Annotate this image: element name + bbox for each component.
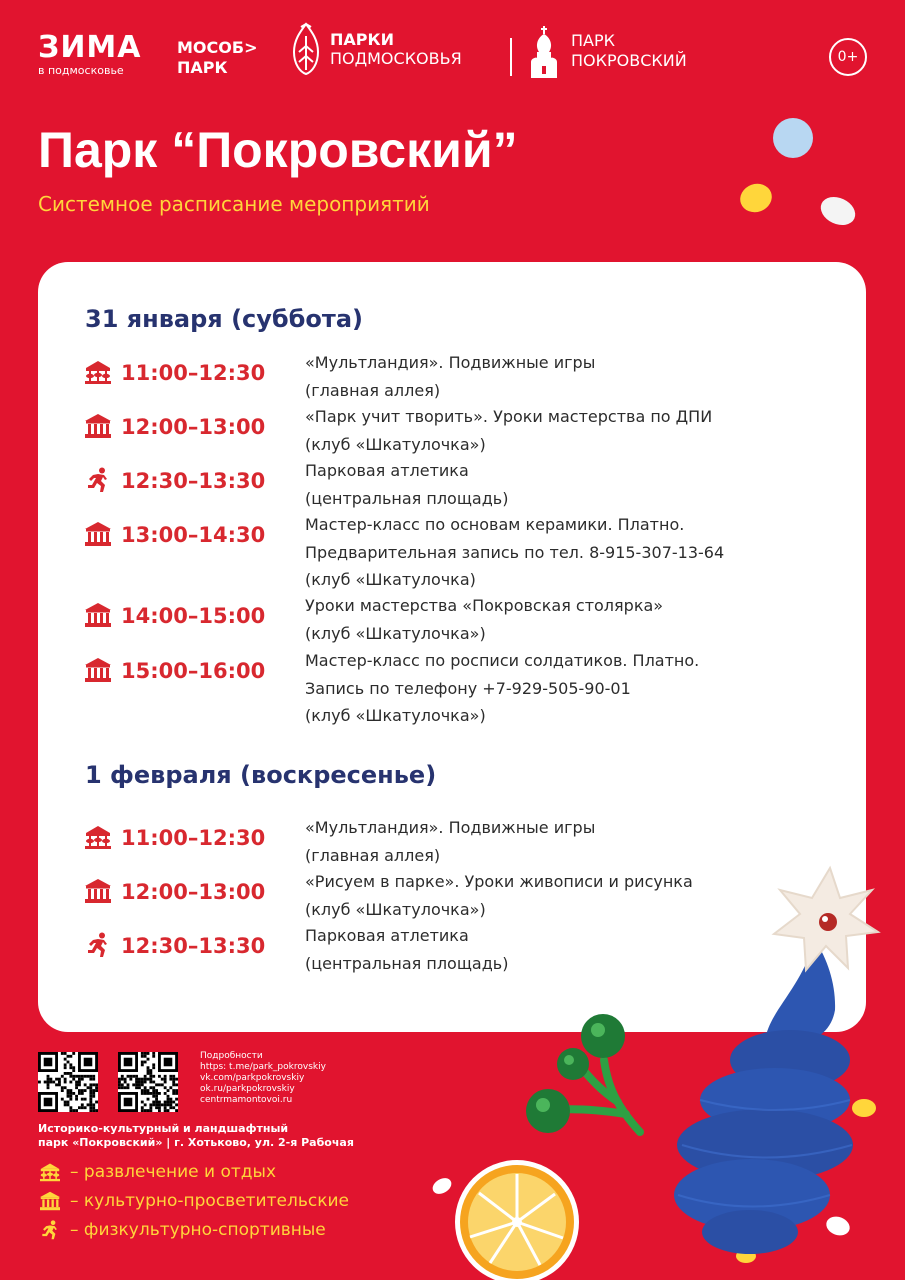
event-time: 12:00–13:00 bbox=[121, 880, 266, 904]
event-description-line: (клуб «Шкатулочка») bbox=[305, 623, 486, 643]
event-description-line: «Мультландия». Подвижные игры bbox=[305, 818, 596, 837]
parki-logo-line2: ПОДМОСКОВЬЯ bbox=[330, 49, 462, 68]
event-description-line: (клуб «Шкатулочка») bbox=[305, 706, 486, 725]
museum-icon bbox=[83, 602, 113, 628]
event-description bbox=[305, 647, 845, 730]
parki-logo bbox=[290, 22, 462, 76]
event-description-line: «Парк учит творить». Уроки мастерства по ДПИ bbox=[305, 407, 713, 426]
event-time: 12:30–13:30 bbox=[121, 469, 266, 493]
event-description bbox=[305, 922, 845, 977]
event-time: 11:00–12:30 bbox=[121, 361, 266, 385]
park-address bbox=[38, 1122, 354, 1150]
museum-icon bbox=[83, 878, 113, 904]
event-description-line: (клуб «Шкатулочка») bbox=[305, 899, 486, 919]
event-time: 15:00–16:00 bbox=[121, 659, 266, 683]
mosobpark-logo bbox=[177, 38, 257, 78]
event-description-line: Парковая атлетика bbox=[305, 926, 469, 945]
event-description-line: (центральная площадь) bbox=[305, 488, 509, 508]
decor-dot-blue bbox=[773, 118, 813, 158]
event-description-line: Уроки мастерства «Покровская столярка» bbox=[305, 596, 664, 615]
schedule-card bbox=[38, 262, 866, 1032]
runner-icon bbox=[83, 932, 113, 958]
tree-logo-icon bbox=[290, 22, 322, 76]
footer-link[interactable]: ok.ru/parkpokrovskiy bbox=[200, 1084, 295, 1094]
event-description-line: (главная аллея) bbox=[305, 380, 441, 400]
event-description-line: Предварительная запись по тел. 8-915-307-13-64 bbox=[305, 542, 725, 562]
pokrovsky-logo-line2: ПОКРОВСКИЙ bbox=[571, 51, 687, 70]
day-heading: 1 февраля (воскресенье) bbox=[85, 761, 437, 789]
event-description bbox=[305, 349, 845, 404]
event-description-line: Мастер-класс по основам керамики. Платно. bbox=[305, 515, 685, 534]
footer-link[interactable]: https: t.me/park_pokrovskiy bbox=[200, 1062, 326, 1072]
event-description-line: Парковая атлетика bbox=[305, 461, 469, 480]
qr-code-vk[interactable] bbox=[118, 1052, 178, 1112]
day-heading: 31 января (суббота) bbox=[85, 305, 363, 333]
parki-logo-line1: ПАРКИ bbox=[330, 30, 394, 49]
event-description-line: «Мультландия». Подвижные игры bbox=[305, 353, 596, 372]
footer-links bbox=[200, 1051, 326, 1106]
museum-icon bbox=[83, 521, 113, 547]
qr-pattern-icon bbox=[38, 1052, 98, 1112]
decor-dot-white bbox=[816, 192, 860, 231]
age-rating-badge: 0+ bbox=[829, 38, 867, 76]
pokrovsky-logo-line1: ПАРК bbox=[571, 31, 615, 50]
zima-logo-subtitle: в подмосковье bbox=[38, 64, 124, 77]
event-description-line: (главная аллея) bbox=[305, 845, 441, 865]
church-logo-icon bbox=[527, 24, 561, 78]
legend-text: – культурно-просветительские bbox=[70, 1191, 349, 1211]
links-heading: Подробности bbox=[200, 1051, 263, 1061]
event-description-line: Мастер-класс по росписи солдатиков. Платно. bbox=[305, 651, 700, 670]
carousel-icon bbox=[83, 359, 113, 385]
page-title: Парк “Покровский” bbox=[38, 122, 518, 178]
legend-text: – физкультурно-спортивные bbox=[70, 1220, 326, 1240]
zima-logo bbox=[38, 32, 142, 77]
event-time: 11:00–12:30 bbox=[121, 826, 266, 850]
zima-logo-title: ЗИМА bbox=[38, 30, 142, 65]
mosobpark-logo-line1: МОСОБ> bbox=[177, 38, 258, 57]
event-description-line: (клуб «Шкатулочка) bbox=[305, 570, 476, 589]
park-address-line1: Историко-культурный и ландшафтный bbox=[38, 1122, 289, 1135]
event-description-line: «Рисуем в парке». Уроки живописи и рисунка bbox=[305, 872, 693, 891]
event-description bbox=[305, 868, 845, 923]
decor-dot-yellow bbox=[736, 179, 776, 216]
event-time: 13:00–14:30 bbox=[121, 523, 266, 547]
event-description bbox=[305, 511, 845, 594]
legend-text: – развлечение и отдых bbox=[70, 1162, 277, 1182]
carousel-icon bbox=[38, 1162, 62, 1182]
event-time: 12:00–13:00 bbox=[121, 415, 266, 439]
event-description bbox=[305, 814, 845, 869]
header-divider bbox=[510, 38, 512, 76]
orange-slice-icon bbox=[455, 1160, 579, 1280]
museum-icon bbox=[83, 657, 113, 683]
qr-pattern-icon bbox=[118, 1052, 178, 1112]
museum-icon bbox=[38, 1191, 62, 1211]
runner-icon bbox=[38, 1220, 62, 1240]
park-address-line2: парк «Покровский» | г. Хотьково, ул. 2-я Рабочая bbox=[38, 1136, 354, 1149]
page-subtitle: Системное расписание мероприятий bbox=[38, 192, 430, 216]
qr-code-telegram[interactable] bbox=[38, 1052, 98, 1112]
event-description bbox=[305, 457, 845, 512]
event-description-line: (клуб «Шкатулочка») bbox=[305, 434, 486, 454]
event-description bbox=[305, 403, 845, 458]
footer-link[interactable]: centrmamontovoi.ru bbox=[200, 1095, 293, 1105]
mosobpark-logo-line2: ПАРК bbox=[177, 58, 228, 77]
pokrovsky-logo bbox=[527, 24, 687, 78]
runner-icon bbox=[83, 467, 113, 493]
event-description-line: Запись по телефону +7-929-505-90-01 bbox=[305, 678, 631, 698]
event-description bbox=[305, 592, 845, 647]
carousel-icon bbox=[83, 824, 113, 850]
museum-icon bbox=[83, 413, 113, 439]
event-time: 14:00–15:00 bbox=[121, 604, 266, 628]
event-time: 12:30–13:30 bbox=[121, 934, 266, 958]
footer-link[interactable]: vk.com/parkpokrovskiy bbox=[200, 1073, 305, 1083]
event-description-line: (центральная площадь) bbox=[305, 953, 509, 973]
